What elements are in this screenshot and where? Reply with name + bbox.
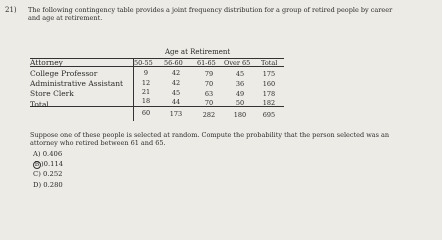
option-text: 0.252 — [43, 170, 63, 178]
table-cell: 18 — [141, 97, 151, 105]
table-cell: 42 — [171, 69, 181, 77]
table-cell: 182 — [262, 99, 276, 107]
question-prompt-line-1: Suppose one of these people is selected at random. Compute the probability that the person selected was an — [30, 131, 390, 139]
question-intro-line-2: and age at retirement. — [28, 14, 103, 22]
table-cell: 173 — [169, 110, 183, 118]
answer-option-c[interactable] — [33, 170, 63, 178]
table-cell: 45 — [235, 70, 245, 78]
table-cell: 282 — [202, 111, 216, 119]
column-header: 50-55 — [134, 59, 153, 67]
option-text: )0.114 — [41, 160, 64, 168]
table-cell: 49 — [235, 90, 245, 98]
table-cell: 63 — [204, 90, 214, 98]
table-cell: 70 — [204, 99, 214, 107]
table-cell: 160 — [262, 80, 276, 88]
table-cell: 12 — [141, 79, 151, 87]
column-header: Total — [261, 59, 278, 67]
row-label: Total — [30, 100, 49, 109]
table-cell: 178 — [262, 90, 276, 98]
table-cell: 70 — [204, 80, 214, 88]
question-number: 21) — [5, 6, 17, 14]
option-letter: D) — [33, 181, 42, 189]
answer-option-b[interactable] — [33, 160, 63, 169]
row-label: Attorney — [30, 58, 63, 67]
table-cell: 180 — [233, 111, 247, 119]
table-cell: 44 — [171, 98, 181, 106]
option-letter: C) — [33, 170, 41, 178]
table-cell: 175 — [262, 70, 276, 78]
row-label: Administrative Assistant — [30, 79, 124, 88]
table-cell: 79 — [204, 70, 214, 78]
option-letter: B — [34, 161, 40, 168]
option-text: 0.280 — [43, 181, 63, 189]
row-label: College Professor — [30, 69, 98, 78]
table-cell: 50 — [235, 99, 245, 107]
option-text: 0.406 — [42, 150, 63, 158]
column-header: Over 65 — [224, 59, 251, 67]
option-letter: A) — [33, 150, 41, 158]
column-header: 56-60 — [164, 59, 183, 67]
table-cell: 45 — [171, 89, 181, 97]
age-group-header: Age at Retirement — [165, 48, 231, 56]
question-intro-line-1: The following contingency table provides a joint frequency distribution for a group of retired people by career — [28, 6, 393, 14]
row-label: Store Clerk — [30, 89, 74, 98]
table-cell: 36 — [235, 80, 245, 88]
answer-option-a[interactable] — [33, 150, 62, 158]
table-cell: 42 — [171, 79, 181, 87]
column-header: 61-65 — [197, 59, 216, 67]
selected-answer-circle — [33, 161, 41, 169]
table-cell: 21 — [141, 88, 151, 96]
answer-option-d[interactable] — [33, 181, 63, 189]
question-prompt-line-2: attorney who retired between 61 and 65. — [30, 139, 166, 147]
table-cell: 60 — [141, 109, 151, 117]
table-cell: 9 — [143, 69, 149, 77]
table-cell: 695 — [262, 111, 276, 119]
